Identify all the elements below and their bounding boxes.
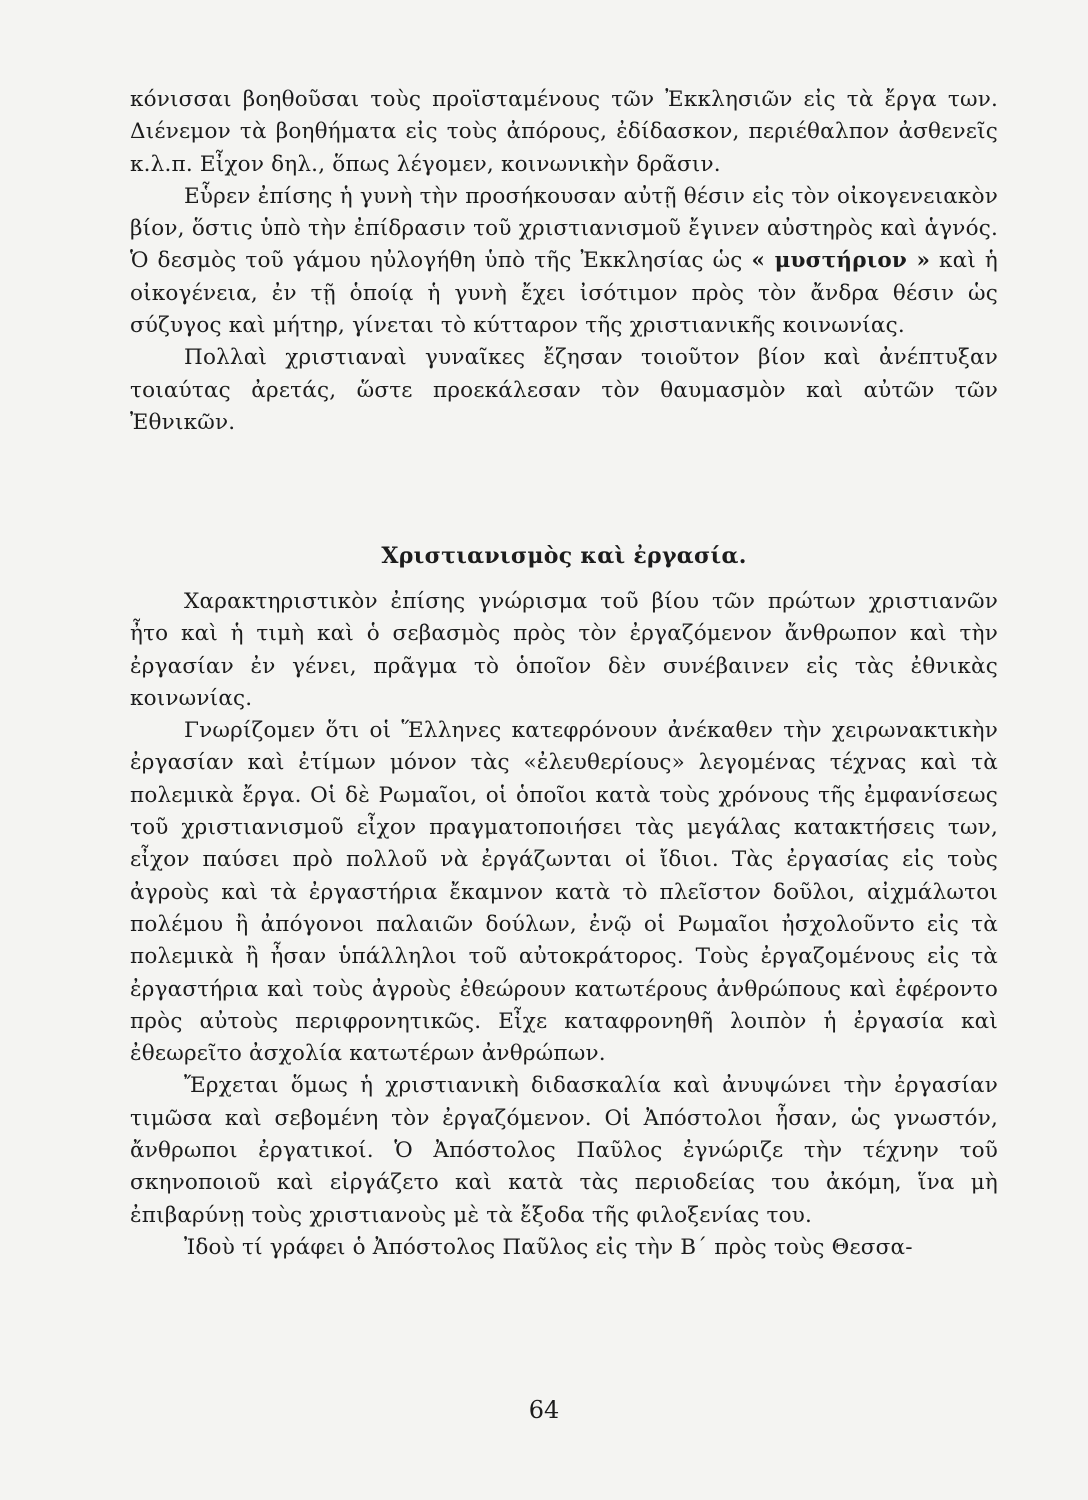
- paragraph: κόνισσαι βοηθοῦσαι τοὺς προϊσταμένους τῶν Ἐκκλησιῶν εἰς τὰ ἔργα των. Διένεμον τὰ βοηθήματα εἰς τοὺς ἀπόρους, ἐδίδασκον, περιέθαλπον ἀσθενεῖς κ.λ.π. Εἶχον δηλ., ὅπως λέγομεν, κοινωνικὴν δρᾶσιν.: [130, 87, 998, 177]
- paragraph: Γνωρίζομεν ὅτι οἱ Ἕλληνες κατεφρόνουν ἀνέκαθεν τὴν χειρωνακτικὴν ἐργασίαν καὶ ἐτίμων μόνον τὰς «ἐλευθερίους» λεγομένας τέχνας καὶ τὰ πολεμικὰ ἔργα. Οἱ δὲ Ρωμαῖοι, οἱ ὁποῖοι κατὰ τοὺς χρόνους τῆς ἐμφανίσεως τοῦ χριστιανισμοῦ εἶχον πραγματοποιήσει τὰς μεγάλας κατακτήσεις των, εἶχον παύσει πρὸ πολλοῦ νὰ ἐργάζωνται οἱ ἴδιοι. Τὰς ἐργασίας εἰς τοὺς ἀγροὺς καὶ τὰ ἐργαστήρια ἔκαμνον κατὰ τὸ πλεῖστον δοῦλοι, αἰχμάλωτοι πολέμου ἢ ἀπόγονοι παλαιῶν δούλων, ἐνῷ οἱ Ρωμαῖοι ἠσχολοῦντο εἰς τὰ πολεμικὰ ἢ ἦσαν ὑπάλληλοι τοῦ αὐτοκράτορος. Τοὺς ἐργαζομένους εἰς τὰ ἐργαστήρια καὶ τοὺς ἀγροὺς ἐθεώρουν κατωτέρους ἀνθρώπους καὶ ἐφέροντο πρὸς αὐτοὺς περιφρονητικῶς. Εἶχε καταφρονηθῆ λοιπὸν ἡ ἐργασία καὶ ἐθεωρεῖτο ἀσχολία κατωτέρων ἀνθρώπων.: [130, 718, 998, 1067]
- paragraph: Ἔρχεται ὅμως ἡ χριστιανικὴ διδασκαλία καὶ ἀνυψώνει τὴν ἐργασίαν τιμῶσα καὶ σεβομένη τὸν ἐργαζόμενον. Οἱ Ἀπόστολοι ἦσαν, ὡς γνωστόν, ἄνθρωποι ἐργατικοί. Ὁ Ἀπόστολος Παῦλος ἐγνώριζε τὴν τέχνην τοῦ σκηνοποιοῦ καὶ εἰργάζετο καὶ κατὰ τὰς περιοδείας του ἀκόμη, ἵνα μὴ ἐπιβαρύνῃ τοὺς χριστιανοὺς μὲ τὰ ἔξοδα τῆς φιλοξενίας του.: [130, 1073, 998, 1228]
- page-number: 64: [528, 1396, 560, 1424]
- paragraph: Ἰδοὺ τί γράφει ὁ Ἀπόστολος Παῦλος εἰς τὴν Β΄ πρὸς τοὺς Θεσσα-: [184, 1234, 913, 1260]
- paragraph: Χαρακτηριστικὸν ἐπίσης γνώρισμα τοῦ βίου τῶν πρώτων χριστιανῶν ἦτο καὶ ἡ τιμὴ καὶ ὁ σεβασμὸς πρὸς τὸν ἐργαζόμενον ἄνθρωπον καὶ τὴν ἐργασίαν ἐν γένει, πρᾶγμα τὸ ὁποῖον δὲν συνέβαινεν εἰς τὰς ἐθνικὰς κοινωνίας.: [130, 589, 998, 711]
- body-text-bottom: [130, 586, 998, 1264]
- paragraph-text: καὶ ἡ οἰκογένεια, ἐν τῇ ὁποίᾳ ἡ γυνὴ ἔχει ἰσότιμον πρὸς τὸν ἄνδρα θέσιν ὡς σύζυγος καὶ μήτηρ, γίνεται τὸ κύτταρον τῆς χριστιανικῆς κοινωνίας.: [130, 248, 998, 339]
- bold-term: « μυστήριον »: [751, 248, 931, 274]
- paragraph-text: Εὗρεν ἐπίσης ἡ γυνὴ τὴν προσήκουσαν αὐτῇ θέσιν εἰς τὸν οἰκογενειακὸν βίον, ὅστις ὑπὸ τὴν ἐπίδρασιν τοῦ χριστιανισμοῦ ἔγινεν αὐστηρὸς καὶ ἁγνός. Ὁ δεσμὸς τοῦ γάμου ηὐλογήθη ὑπὸ τῆς Ἐκκλησίας ὡς: [130, 183, 998, 274]
- section-heading: Χριστιανισμὸς καὶ ἐργασία.: [381, 543, 747, 569]
- paragraph: [130, 181, 998, 342]
- body-text-top: [130, 84, 998, 439]
- paragraph: Πολλαὶ χριστιαναὶ γυναῖκες ἔζησαν τοιοῦτον βίον καὶ ἀνέπτυξαν τοιαύτας ἀρετάς, ὥστε προεκάλεσαν τὸν θαυμασμὸν καὶ αὐτῶν τῶν Ἐθνικῶν.: [130, 345, 998, 435]
